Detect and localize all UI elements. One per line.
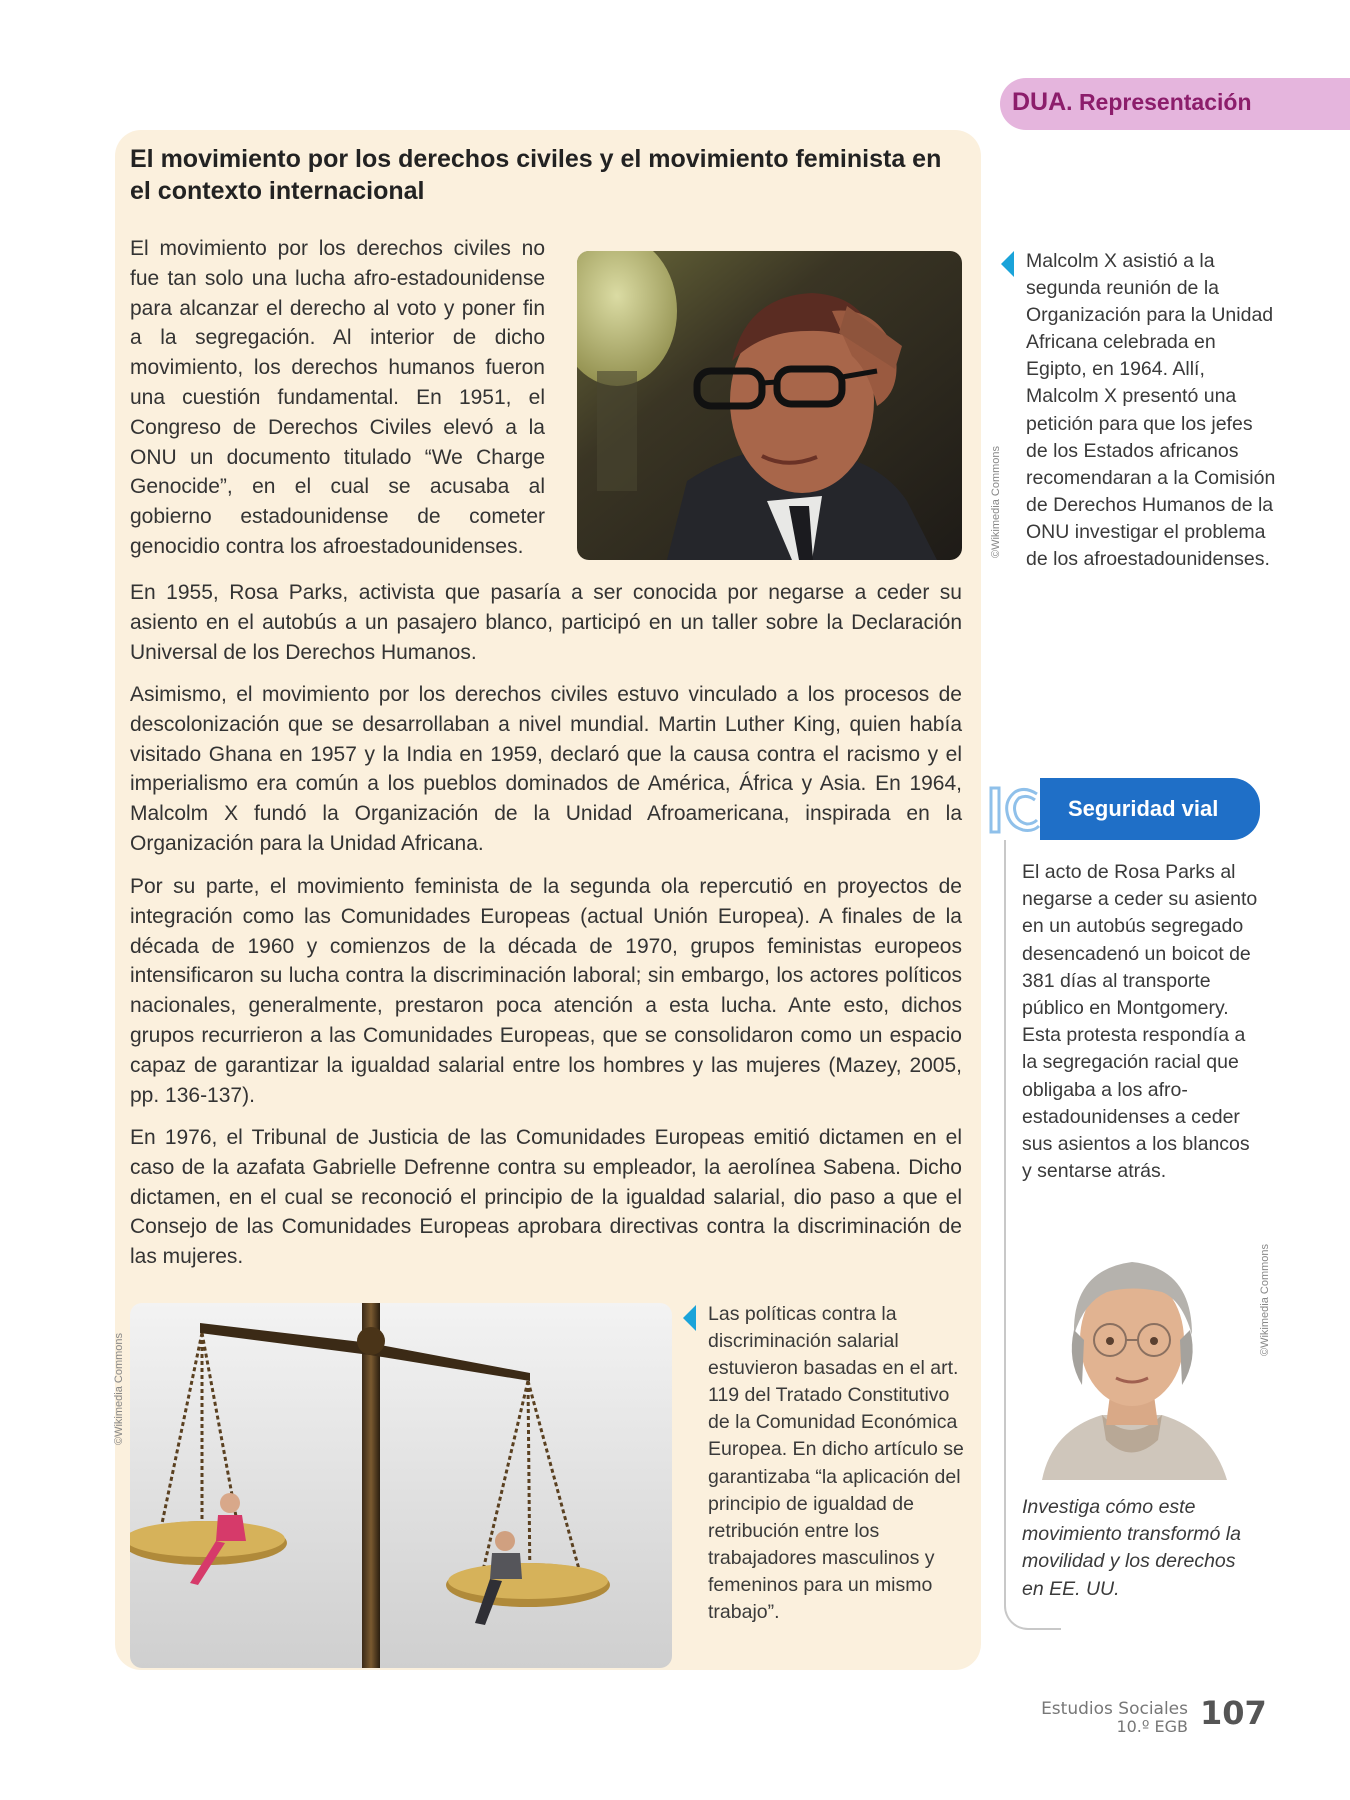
paragraph-intro: El movimiento por los derechos civiles no fue tan solo una lucha afro-estadounidense para alcanzar el derecho al voto y poner fin a la segregación. Al interior de dicho movimiento, los derechos humanos fueron una cuestión fundamental. En 1951, el Congreso de Derechos Civiles elevó a la ONU un documento titulado “We Charge Genocide”, en el cual se acusaba al gobierno estadounidense de cometer genocidio contra los afroestadounidenses. [130, 237, 545, 558]
seguridad-vial-text: El acto de Rosa Parks al negarse a ceder su asiento en un autobús segregado desencadenó un boicot de 381 días al transporte público en Montgomery. Esta protesta respondía a la segregación racial que obligaba a los afro-estadounidenses a ceder sus asientos a los blancos y sentarse atrás. [1022, 861, 1258, 1183]
dua-representacion-tab [1000, 78, 1350, 130]
dua-label: DUA [1012, 88, 1067, 116]
note-arrow-icon [683, 1305, 696, 1331]
photo-credit: ©Wikimedia Commons [990, 445, 1002, 558]
page-title: El movimiento por los derechos civiles y el movimiento feminista en el contexto internacional [130, 145, 942, 205]
seguridad-vial-question: Investiga cómo este movimiento transformó la movilidad y los derechos en EE. UU. [1022, 1496, 1241, 1600]
rosa-parks-portrait [1012, 1230, 1250, 1480]
ic-logo-icon [985, 778, 1045, 840]
photo-credit: ©Wikimedia Commons [113, 1332, 125, 1445]
malcolm-x-photo [577, 251, 962, 560]
footer-grade: 10.º EGB [1116, 1717, 1188, 1736]
footer-subject: Estudios Sociales [1041, 1699, 1188, 1719]
malcolm-side-note: Malcolm X asistió a la segunda reunión de la Organización para la Unidad Africana celebrada en Egipto, en 1964. Allí, Malcolm X presentó una petición para que los jefes de los Estados africanos recomendaran a la Comisión de Derechos Humanos de la ONU investigar el problema de los afroestadounidenses. [1026, 250, 1276, 571]
note-arrow-icon [1001, 251, 1014, 277]
balance-scale-photo [130, 1303, 672, 1668]
seguridad-vial-header: Seguridad vial [1040, 778, 1260, 840]
page-number: 107 [1200, 1694, 1267, 1732]
dua-sublabel: . Representación [1066, 89, 1252, 115]
photo-credit: ©Wikimedia Commons [1259, 1243, 1271, 1356]
politicas-side-note: Las políticas contra la discriminación salarial estuvieron basadas en el art. 119 del Tratado Constitutivo de la Comunidad Económica Europea. En dicho artículo se garantizaba “la aplicación del principio de igualdad de retribución entre los trabajadores masculinos y femeninos para un mismo trabajo”. [708, 1303, 964, 1624]
paragraph-defrenne: En 1976, el Tribunal de Justicia de las Comunidades Europeas emitió dictamen en el caso de la azafata Gabrielle Defrenne contra su empleador, la aerolínea Sabena. Dicho dictamen, en el cual se reconoció el principio de la igualdad salarial, dio paso a que el Consejo de las Comunidades Europeas aprobara directivas contra la discriminación de las mujeres. [130, 1126, 962, 1269]
paragraph-rosa-parks: En 1955, Rosa Parks, activista que pasaría a ser conocida por negarse a ceder su asiento en el autobús a un pasajero blanco, participó en un taller sobre la Declaración Universal de los Derechos Humanos. [130, 581, 962, 664]
paragraph-feminismo: Por su parte, el movimiento feminista de la segunda ola repercutió en proyectos de integración como las Comunidades Europeas (actual Unión Europea). A finales de la década de 1960 y comienzos de la década de 1970, grupos feministas europeos intensificaron su lucha contra la discriminación laboral; sin embargo, los actores políticos nacionales, generalmente, prestaron poca atención a esta lucha. Ante esto, dichos grupos recurrieron a las Comunidades Europeas, que se consolidaron como un espacio capaz de garantizar la igualdad salarial entre los hombres y las mujeres (Mazey, 2005, pp. 136-137). [130, 875, 962, 1107]
paragraph-descolonizacion: Asimismo, el movimiento por los derechos civiles estuvo vinculado a los procesos de descolonización que se desarrollaban a nivel mundial. Martin Luther King, quien había visitado Ghana en 1957 y la India en 1959, declaró que la causa contra el racismo y el imperialismo era común a los pueblos dominados de América, África y Asia. En 1964, Malcolm X fundó la Organización de la Unidad Afroamericana, inspirada en la Organización para la Unidad Africana. [130, 683, 962, 855]
